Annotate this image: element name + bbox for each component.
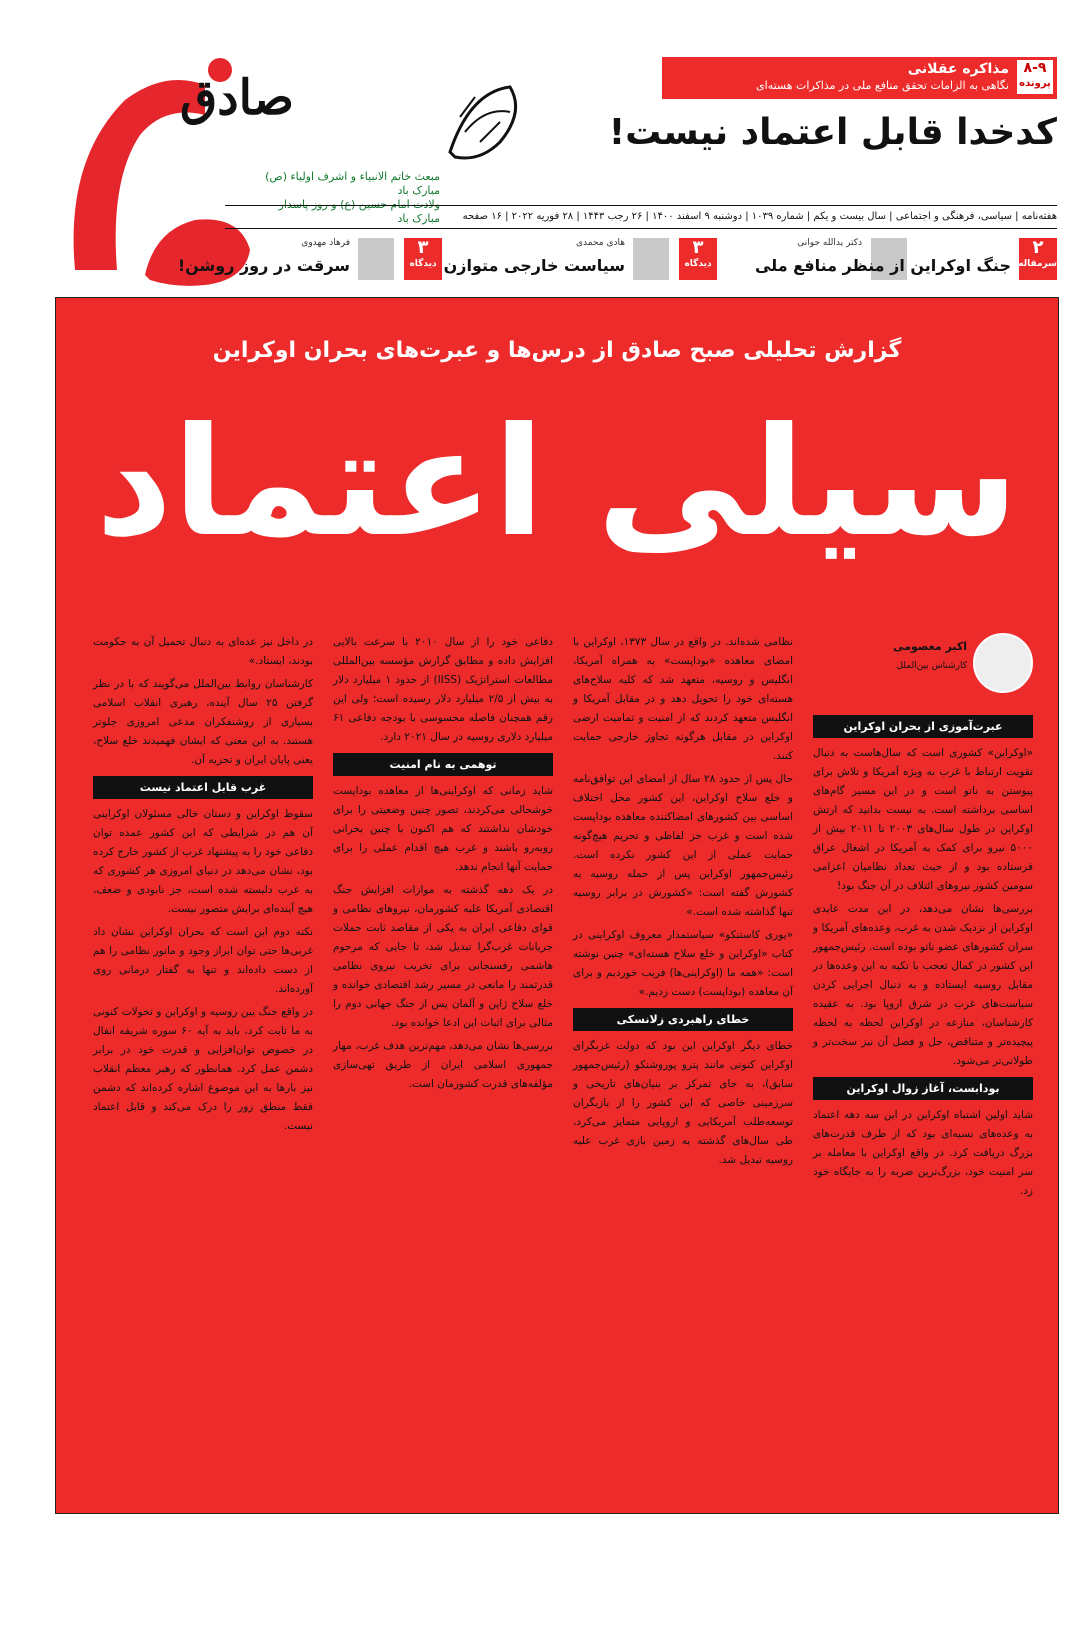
teaser-author: هادی محمدی <box>575 238 625 248</box>
paragraph: بررسی‌ها نشان می‌دهد، در این مدت عایدی اوکراین از نزدیک شدن به غرب، وعده‌های آمریکا و سران کشورهای عضو ناتو بوده است. رئیس‌جمهور این کشور در کمال تعجب با تکیه به این وعده‌ها در مقابل روسیه ایستاده و به دنبال اجرایی کردن سیاست‌های غرب در شرق اروپا بود. به عقیده کارشناسان، منازعه در اوکراین لحظه به لحظه پیچیده‌تر و متناقض، حل و فصل آن نیز سخت‌تر و طولانی‌تر می‌شود. <box>813 903 1033 1067</box>
author-role: کارشناس بین‌الملل <box>896 661 967 671</box>
author-name: اکبر معصومی <box>892 640 967 653</box>
subhead: غرب قابل اعتماد نیست <box>93 776 313 799</box>
paragraph: دفاعی خود را از سال ۲۰۱۰ با سرعت بالایی افزایش داده و مطابق گزارش مؤسسه بین‌المللی مطالعات استراتژیک (IISS) از حدود ۱ میلیارد دلار به بیش از ۲/۵ میلیارد دلار رسیده است؛ ولی این رقم همچنان فاصله محسوسی با بودجه دفاعی ۶۱ میلیارد دلاری روسیه در سال ۲۰۲۱ دارد. <box>333 636 554 743</box>
teaser-badge: ۲ سرمقاله <box>1019 238 1057 280</box>
main-headline[interactable]: کدخدا قابل اعتماد نیست! <box>608 112 1057 153</box>
paragraph: بررسی‌ها نشان می‌دهد، مهم‌ترین هدف غرب، مهار جمهوری اسلامی ایران از طریق تهی‌سازی مؤلفه‌های قدرت کشورمان است. <box>333 1040 553 1090</box>
teaser-title: جنگ اوکراین از منظر منافع ملی <box>754 256 1011 275</box>
paragraph: نظامی شده‌اند. در واقع در سال ۱۳۷۳، اوکراین با امضای معاهده «بوداپست» به همراه آمریکا، انگلیس و روسیه، متعهد شد که کلیه سلاح‌های هسته‌ای خود را تحویل دهد و در مقابل آمریکا و انگلیس متعهد کردند که از امنیت و تمامیت ارضی اوکراین در مقابل هرگونه تجاوز خارجی حمایت کنند. <box>573 636 793 762</box>
promo-title: مذاکره عقلانی <box>907 61 1009 77</box>
teaser-opinion-1[interactable] <box>427 238 717 284</box>
sadegh-logo: صادق <box>180 70 294 126</box>
promo-subtitle: نگاهی به الزامات تحقق منافع ملی در مذاکرات هسته‌ای <box>756 79 1009 92</box>
paragraph: در داخل نیز عده‌ای به دنبال تحمیل آن به حکومت بودند، ایستاد.» <box>93 636 313 667</box>
teaser-author: دکتر یدالله جوانی <box>797 238 862 248</box>
cover-kicker: گزارش تحلیلی صبح صادق از درس‌ها و عبرت‌های بحران اوکراین <box>212 338 902 363</box>
promo-banner[interactable] <box>662 57 1057 99</box>
teaser-title: سیاست خارجی متوازن <box>443 256 625 275</box>
article-column-2 <box>573 633 793 1174</box>
teaser-badge: ۳ دیدگاه <box>404 238 442 280</box>
paragraph: در واقع جنگ بین روسیه و اوکراین و تحولات کنونی به ما ثابت کرد، باید به آیه ۶۰ سوره شریفه انفال در خصوص توان‌افزایی و قدرت خود در برابر دشمن عمل کرد. همانطور که رهبر معظم انقلاب نیز بارها به این موضوع اشاره کرده‌اند که دشمن فقط منطق زور را درک می‌کند و قابل اعتماد نیست. <box>93 1006 313 1132</box>
teaser-opinion-2[interactable] <box>177 237 442 284</box>
promo-pages: ۸-۹ <box>1023 60 1047 76</box>
occasion-line-1: مبعث خاتم الانبیاء و اشرف اولیاء (ص) مبارک باد <box>265 170 440 197</box>
paragraph: نکته دوم این است که بحران اوکراین نشان داد غربی‌ها حتی توان ابراز وجود و مانور نظامی را هم از دست داده‌اند و تنها به گفتار درمانی روی آورده‌اند. <box>93 926 313 995</box>
promo-label: پرونده <box>1019 78 1051 89</box>
paragraph: «اوکراین» کشوری است که سال‌هاست به دنبال تقویت ارتباط با غرب به ویژه آمریکا و تلاش برای پیوستن به ناتو است و در این مسیر گام‌های اساسی برداشته است. به نیست بدانید که ارتش اوکراین در طول سال‌های ۲۰۰۳ تا ۲۰۱۱ بیش از ۵۰۰۰ نیرو برای کمک به آمریکا در اشغال عراق فرستاده بود و از حیث تعداد نظامیان اعزامی سومین کشور نیروهای ائتلاف در آن جنگ بود! <box>813 747 1034 892</box>
author-photo <box>973 633 1033 693</box>
promo-page-badge <box>1017 60 1053 94</box>
cover-story <box>55 297 1059 1514</box>
issue-infobar: هفته‌نامه | سیاسی، فرهنگی و اجتماعی | سال بیست و یکم | شماره ۱۰۳۹ | دوشنبه ۹ اسفند ۱۴۰۰ | ۲۶ رجب ۱۴۴۳ | ۲۸ فوریه ۲۰۲۲ | ۱۶ صفحه <box>225 205 1057 229</box>
teaser-badge: ۳ دیدگاه <box>679 238 717 280</box>
teaser-author-photo <box>633 238 669 280</box>
paragraph: شاید اولین اشتباه اوکراین در این سه دهه اعتماد به وعده‌های نسیه‌ای بود که از طرف قدرت‌های بزرگ دریافت کرد. در واقع اوکراین با معامله بر سر امنیت خود، بزرگ‌ترین ضربه را به جایگاه خود زد. <box>813 1109 1033 1197</box>
paragraph: خطای دیگر اوکراین این بود که دولت غربگرای اوکراین کنونی مانند پترو پوروشنکو (رئیس‌جمهور سابق)، به جای تمرکز بر بنیان‌های تاریخی و سرزمینی خاصی که این کشور را از بازیگران توسعه‌طلب آمریکایی و اروپایی متمایز می‌کرد، طی سال‌های گذشته به زمین بازی غرب علیه روسیه تبدیل شد. <box>573 1040 793 1166</box>
article-column-4 <box>93 633 313 1140</box>
paragraph: در یک دهه گذشته به موازات افزایش جنگ اقتصادی آمریکا علیه کشورمان، نیروهای نظامی و قوای دفاعی ایران به یکی از مقاصد ثابت حملات جریانات غرب‌گرا تبدیل شد، تا جایی که مرحوم هاشمی رفسنجانی برای تخریب نیروی نظامی قدرتمند را مانعی در مسیر رشد اقتصادی خوانده و خلع سلاح ژاپن و آلمان پس از جنگ جهانی دوم را مثالی برای اثبات این ادعا خوانده بود. <box>333 884 553 1029</box>
cover-title: سیلی اعتماد <box>95 396 1019 570</box>
article-column-3 <box>333 633 553 1098</box>
subhead: بودابست، آغاز زوال اوکراین <box>813 1077 1033 1100</box>
article-column-1 <box>813 633 1033 1205</box>
paragraph: «یوری کاستنکو» سیاستمدار معروف اوکراینی در کتاب «اوکراین و خلع سلاح هسته‌ای» چنین نوشته است: «همه ما (اوکراینی‌ها) فریب خوردیم و برای آن معاهده (بوداپست) دست زدیم.» <box>573 929 793 998</box>
occasion-line-2: ولادت امام حسین (ع) و روز پاسدار مبارک باد <box>278 198 440 225</box>
subhead: خطای راهبردی زلانسکی <box>573 1008 793 1031</box>
paragraph: حال پس از حدود ۲۸ سال از امضای این توافق‌نامه و خلع سلاح اوکراین، این کشور محل اختلاف اساسی بین کشورهای امضاکننده معاهده بوداپست شده است و غرب جز لفاظی و تحریم هیچ‌گونه حمایت عملی از این کشور نکرده است. رئیس‌جمهور اوکراین پس از حمله روسیه به کشورش گفته است: «کشورش در برابر روسیه تنها گذاشته شده است.» <box>573 773 793 918</box>
paragraph: شاید زمانی که اوکراینی‌ها از معاهده بوداپست خوشحالی می‌کردند، تصور چنین وضعیتی را برای خودشان نداشتند که هم اکنون با چنین بحرانی روبه‌رو باشند و غرب هیچ اقدام عملی را برای حمایت آنها انجام ندهد. <box>333 785 553 873</box>
subhead: عبرت‌آموزی از بحران اوکراین <box>813 715 1033 738</box>
paragraph: کارشناسان روابط بین‌الملل می‌گویند که با در نظر گرفتن ۲۵ سال آینده، رهبری انقلاب اسلامی بسیاری از روشنفکران مدعی امروزی جلوتر هستند. به این معنی که ایشان فهمیدند خلع سلاح، یعنی پایان ایران و تجزیه آن. <box>93 678 314 766</box>
teaser-author-photo <box>358 238 394 280</box>
teaser-author: فرهاد مهدوی <box>301 238 350 248</box>
subhead: توهمی به نام امنیت <box>333 753 553 776</box>
author-block <box>813 633 1033 699</box>
teaser-editorial[interactable] <box>754 237 1057 284</box>
calligraphy-emblem <box>440 72 530 172</box>
teaser-title: سرقت در روز روشن! <box>177 256 350 275</box>
paragraph: سقوط اوکراین و دستان خالی مسئولان اوکراینی آن هم در شرایطی که این کشور عمده توان دفاعی خود را به پیشنهاد غرب از کشور خارج کرده بود، نشان می‌دهد در دنیای امروزی هر کشوری که به غرب دلبسته شده است، جز نابودی و ضعف، هیچ آینده‌ای برایش متصور نیست. <box>93 808 313 915</box>
